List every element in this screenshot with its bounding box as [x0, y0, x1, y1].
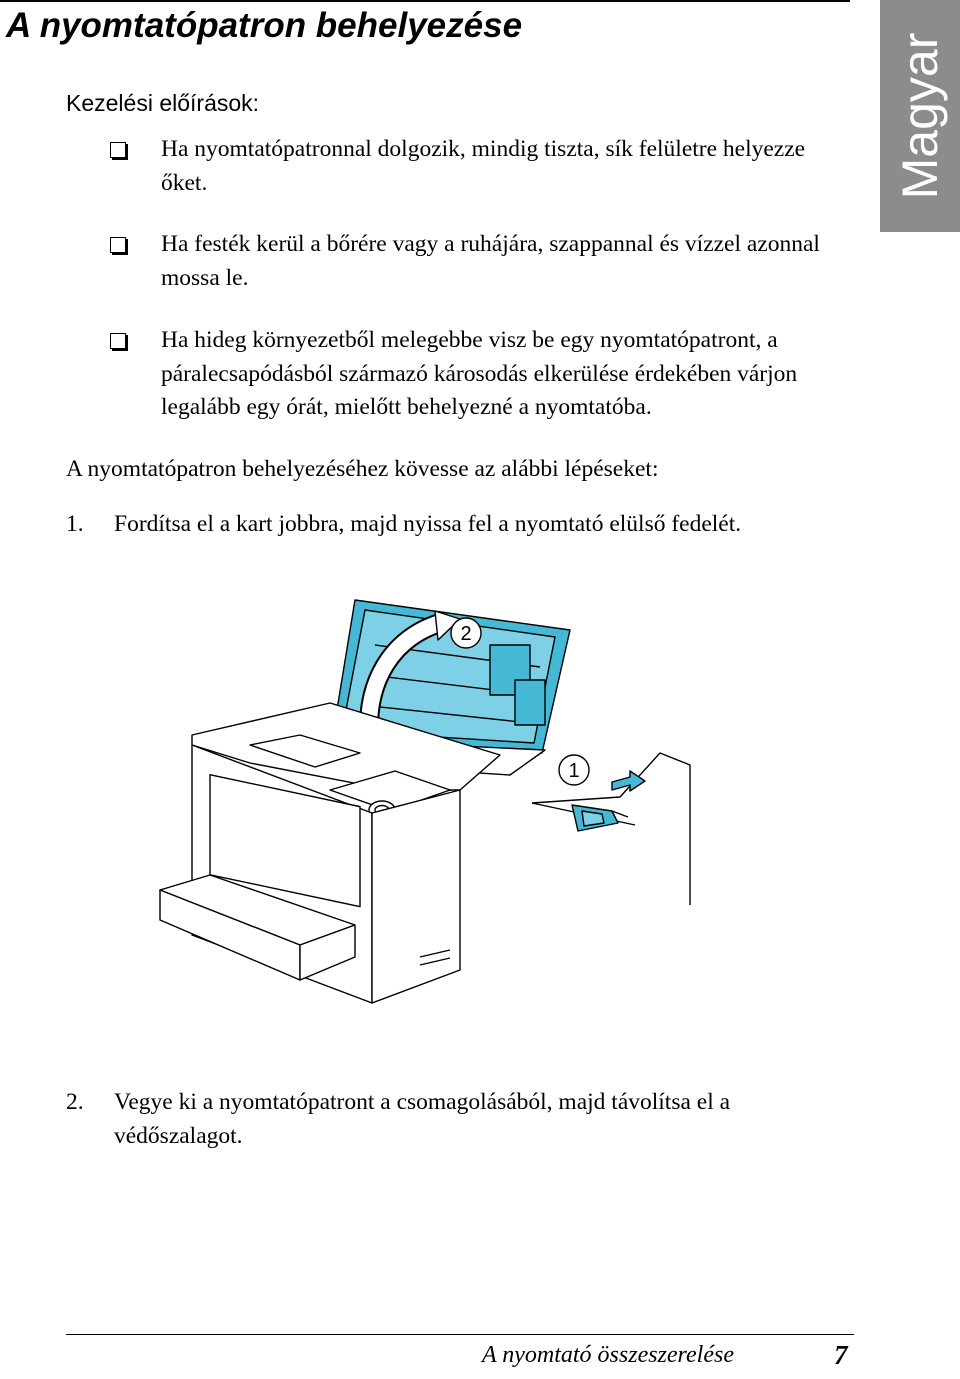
step-number: 2.	[66, 1089, 84, 1115]
printer-illustration	[150, 585, 710, 1085]
step-text: Fordítsa el a kart jobbra, majd nyissa fel a nyomtató elülső fedelét.	[114, 511, 742, 537]
step-number: 1.	[66, 511, 84, 537]
bullet-text: Ha hideg környezetből melegebbe visz be egy nyomtatópatront, a páralecsapódásból származó károsodás elkerülése érdekében várjon legalább egy órát, mielőtt behelyezné a nyomtatóba.	[161, 327, 798, 420]
checkbox-bullet-icon	[110, 237, 126, 253]
page-number: 7	[834, 1340, 848, 1370]
checkbox-bullet-icon	[110, 142, 126, 158]
step-text: Vegye ki a nyomtatópatront a csomagolásából, majd távolítsa el a védőszalagot.	[114, 1089, 731, 1149]
footer-rule	[66, 1334, 854, 1335]
top-rule	[0, 0, 850, 2]
page-title: A nyomtatópatron behelyezése	[6, 6, 523, 45]
callout-2-label: 2	[460, 623, 472, 645]
language-tab-label: Magyar	[892, 32, 948, 200]
bullet-text: Ha nyomtatópatronnal dolgozik, mindig tiszta, sík felületre helyezze őket.	[161, 136, 806, 196]
language-tab	[880, 0, 960, 232]
section-subheading: Kezelési előírások:	[66, 90, 260, 116]
callout-1-label: 1	[568, 760, 580, 782]
checkbox-bullet-icon	[110, 333, 126, 349]
footer-title: A nyomtató összeszerelése	[482, 1342, 734, 1368]
intro-paragraph: A nyomtatópatron behelyezéséhez kövesse az alábbi lépéseket:	[66, 456, 659, 482]
bullet-text: Ha festék kerül a bőrére vagy a ruhájára, szappannal és vízzel azonnal mossa le.	[161, 231, 820, 291]
